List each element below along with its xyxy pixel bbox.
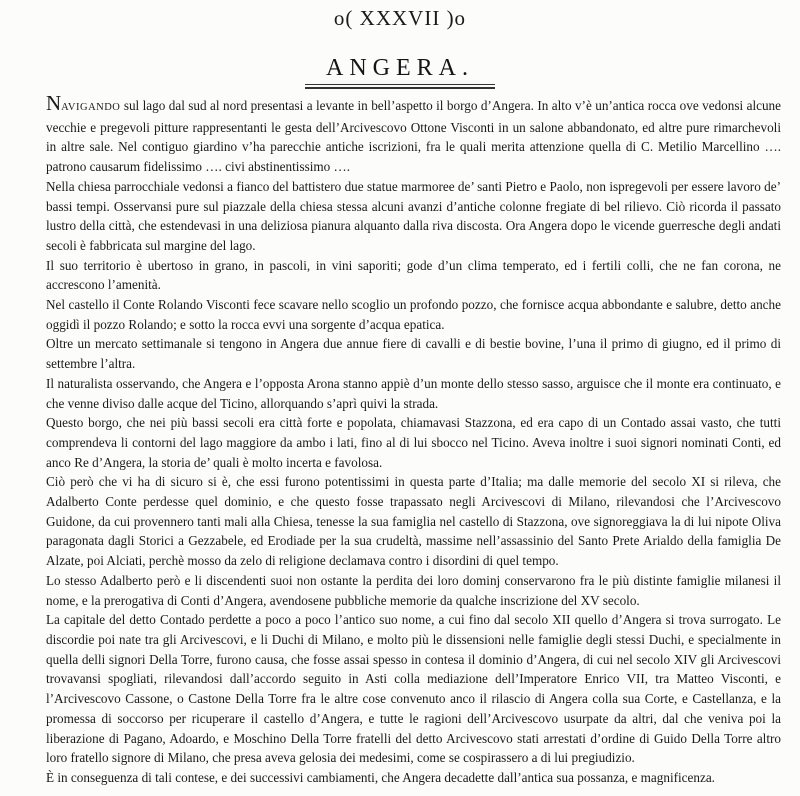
chapter-title: ANGERA. (326, 55, 474, 81)
drop-cap: N (46, 91, 62, 115)
paragraph-text: sul lago dal sud al nord presentasi a levante in bell’aspetto il borgo d’Angera. In alto v’è un’antica rocca ove vedonsi alcune vecchie e pregevoli pitture rappresentanti le gesta dell’Arcivescovo Ottone Visconti in un salone abbandonato, ed altre pure rimarchevoli in altre sale. Nel contiguo giardino v’ha parecchie antiche iscrizioni, fra le quali merita attenzione quella di C. Metilio Marcellino …. patrono causarum fidelissimo …. civi abstinentissimo …. (46, 98, 781, 175)
paragraph: Lo stesso Adalberto però e li discendenti suoi non ostante la perdita dei loro dominj conservarono fra le più distinte famiglie milanesi il nome, e la prerogativa di Conti d’Angera, avendosene pubbliche memorie da qualche inscrizione del XV secolo. (46, 572, 781, 608)
paragraph: La capitale del detto Contado perdette a poco a poco l’antico suo nome, a cui fino dal secolo XII quello d’Angera si trova surrogato. Le discordie poi nate tra gli Arcivescovi, e li Duchi di Milano, e molto più le dissensioni nelle famiglie degli stessi Duchi, e specialmente in quella delli signori Della Torre, furono causa, che fosse assai spesso in contesa il dominio d’Angera, di cui nel secolo XIV gli Arcivescovi trovavansi spogliati, rilevandosi dall’accordo seguito in Asti colla mediazione dell’Imperatore Enrico VII, tra Matteo Visconti, e l’Arcivescovo Cassone, o Castone Della Torre fra le altre cose convenuto anco il rilascio di Angera colla sua Corte, e Castellanza, e la promessa di soccorso per ricuperare il castello d’Angera, e tutte le ragioni dell’Arcivescovo usurpate da altri, dal che veniva poi la liberazione di Pagano, Adoardo, e Moschino Della Torre fratelli del detto Arcivescovo stati arrestati d’ordine di Guido Della Torre altro loro fratello signore di Milano, che presa aveva gelosia dei medesimi, come se cospirassero a di lui pregiudizio. (46, 612, 781, 766)
body-text (46, 93, 781, 788)
page-number: o( XXXVII )o (333, 6, 467, 30)
paragraph: Oltre un mercato settimanale si tengono in Angera due annue fiere di cavalli e di bestie bovine, l’una il primo di giugno, ed il primo di settembre l’altra. (46, 336, 781, 372)
paragraph: Nella chiesa parrocchiale vedonsi a fianco del battistero due statue marmoree de’ santi Pietro e Paolo, non ispregevoli per essere lavoro de’ bassi tempi. Osservansi pure sul piazzale della chiesa stessa alcuni avanzi d’antiche colonne fregiate di bel rilievo. Ciò ricorda il passato lustro della città, che estendevasi in una deliziosa pianura alquanto dalla riva discosta. Ora Angera dopo le vicende guerresche degli andati secoli è fabbricata sul margine del lago. (46, 178, 781, 253)
paragraph: È in conseguenza di tali contese, e dei successivi cambiamenti, che Angera decadette dall’antica sua possanza, e magnificenza. (46, 769, 715, 785)
paragraph: Ciò però che vi ha di sicuro si è, che essi furono potentissimi in questa parte d’Italia; ma dalle memorie del secolo XI si rileva, che Adalberto Conte perdesse quel dominio, e che questo fosse trapassato negli Arcivescovi di Milano, rilevandosi che l’Arcivescovo Guidone, da cui provennero tanti mali alla Chiesa, tenesse la sua famiglia nel castello di Stazzona, ove signoreggiava la di lui nipote Oliva paragonata dagli Storici a Gezzabele, ed Erodiade per la sua crudeltà, massime nell’assassinio del Santo Prete Arialdo della famiglia De Alzate, poi Alciati, perchè mosso da zelo di religione declamava contro i disordini di quel tempo. (46, 474, 781, 569)
paragraph: Il naturalista osservando, che Angera e l’opposta Arona stanno appiè d’un monte dello stesso sasso, arguisce che il monte era continuato, e che venne diviso dalle acque del Ticino, allorquando s’aprì quivi la strada. (46, 375, 781, 411)
title-rule-thin (305, 84, 495, 85)
opening-word: AVIGANDO (61, 102, 121, 113)
paragraph: Questo borgo, che nei più bassi secoli era città forte e popolata, chiamavasi Stazzona, ed era capo di un Contado assai vasto, che tutti comprendeva li contorni del lago maggiore da ambo i lati, fino al di lui sbocco nel Ticino. Aveva inoltre i suoi signori nominati Conti, ed anco Re d’Angera, la storia de’ quali è molto incerta e favolosa. (46, 415, 781, 470)
paragraph: Nel castello il Conte Rolando Visconti fece scavare nello scoglio un profondo pozzo, che fornisce acqua abbondante e salubre, detto anche oggidì il pozzo Rolando; e sotto la rocca evvi una sorgente d’acqua epatica. (46, 297, 781, 332)
paragraph (46, 93, 781, 177)
title-rule-thick (305, 87, 495, 89)
paragraph: Il suo territorio è ubertoso in grano, in pascoli, in vini saporiti; gode d’un clima temperato, ed i fertili colli, che ne fan corona, ne accrescono l’amenità. (46, 257, 781, 293)
